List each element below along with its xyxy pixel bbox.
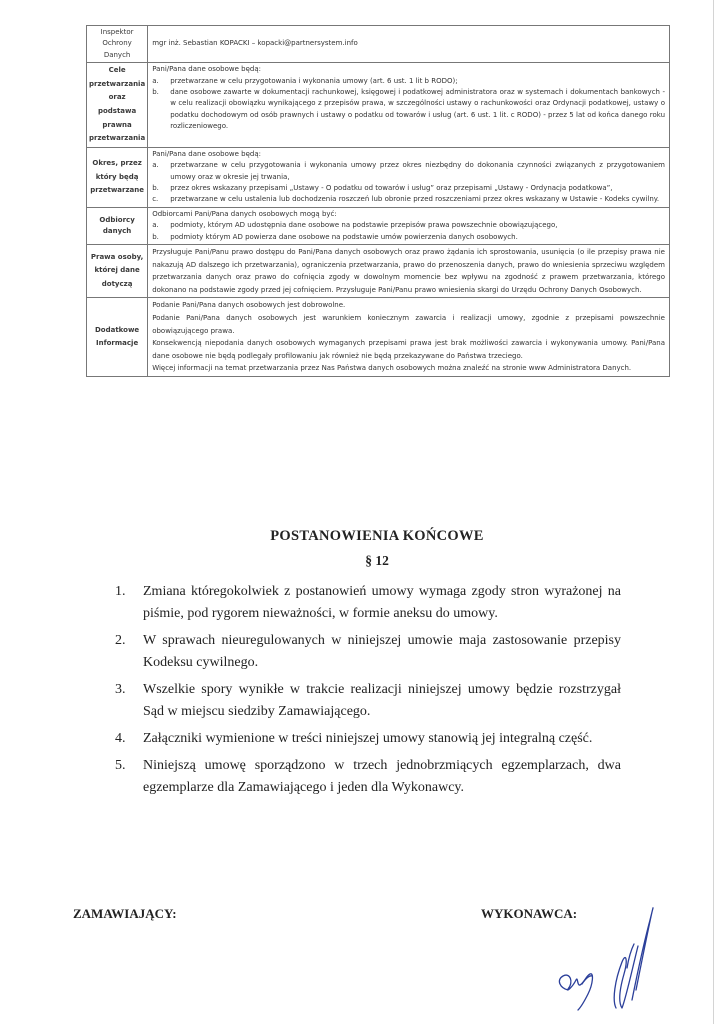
list-item: [115, 755, 621, 799]
row-content: mgr inż. Sebastian KOPACKI – kopacki@partnersystem.info: [148, 26, 670, 63]
rodo-information-table: [86, 25, 670, 377]
list-text: przez okres wskazany przepisami „Ustawy - O podatku od towarów i usług” oraz przepisami „Ustawy - Ordynacja podatkowa”,: [170, 184, 613, 192]
item-text: Niniejszą umowę sporządzono w trzech jednobrzmiących egzemplarzach, dwa egzemplarze dla Zamawiającego i jeden dla Wykonawcy.: [143, 758, 621, 795]
item-number: 5.: [115, 758, 126, 773]
info-paragraph: Więcej informacji na temat przetwarzania przez Nas Państwa danych osobowych można znaleźć na stronie www Administratora Danych.: [152, 364, 632, 373]
scan-edge-line: [713, 0, 714, 1024]
row-content: Przysługuje Pani/Panu prawo dostępu do Pani/Pana danych osobowych oraz prawo żądania ich sprostowania, usunięcia (o ile przepisy prawa nie nakazują AD dalszego ich przetwarzania), ograniczenia przetwarzania, prawo do przenoszenia danych, prawo do wniesienia sprzeciwu względem przetwarzania danych oraz prawo do cofnięcia zgody w dowolnym momencie bez wpływu na zgodność z prawem przetwarzania, którego dokonano na podstawie zgody przed jej cofnięciem. Przysługuje Pani/Panu prawo wniesienia skargi do Urzędu Ochrony Danych Osobowych.: [148, 245, 670, 298]
ordering-party-label: ZAMAWIAJĄCY:: [73, 906, 177, 921]
list-item: [152, 87, 665, 133]
row-label: Dodatkowe Informacje: [87, 298, 148, 377]
list-item: [152, 183, 665, 194]
table-row-data-protection-officer: [87, 26, 670, 63]
paragraph-number: § 12: [365, 553, 389, 568]
list-item: [115, 581, 621, 625]
list-text: przetwarzane w celu przygotowania i wykonania umowy (art. 6 ust. 1 lit b RODO);: [170, 76, 458, 85]
list-item: [152, 220, 665, 231]
row-content: [148, 147, 670, 207]
row-label: Cele przetwarzania oraz podstawa prawna przetwarzania: [87, 63, 148, 148]
list-marker: b.: [152, 184, 159, 192]
list-marker: c.: [152, 195, 159, 204]
provisions-list: [0, 581, 724, 799]
list-marker: a.: [152, 76, 159, 85]
info-paragraph: Konsekwencją niepodania danych osobowych wymaganych przepisami prawa jest brak możliwości zawarcia i wykonywania umowy. Pani/Pana dane osobowe nie będą podlegały profilowaniu jak również nie będą przekazywane do Państwa trzeciego.: [152, 339, 665, 360]
item-number: 4.: [115, 731, 126, 746]
table-row-data-recipients: [87, 207, 670, 244]
list-text: podmioty którym AD powierza dane osobowe na podstawie umów powierzenia danych osobowych.: [170, 232, 518, 241]
table-row-data-subject-rights: [87, 245, 670, 298]
list-item: [115, 728, 621, 750]
list-item: [115, 630, 621, 674]
list-text: przetwarzane w celu przygotowania i wykonania umowy przez okres niezbędny do dokonania czynności związanych z przygotowaniem umowy oraz w okresie jej trwania,: [170, 161, 665, 181]
row-content: [148, 63, 670, 148]
info-paragraph: Podanie Pani/Pana danych osobowych jest warunkiem koniecznym zawarcia i realizacji umowy, zgodnie z przepisami powszechnie obowiązującego prawa.: [152, 314, 665, 335]
item-number: 3.: [115, 682, 126, 697]
final-provisions-section: [0, 528, 724, 804]
list-marker: b.: [152, 88, 159, 97]
contractor-label: WYKONAWCA:: [481, 906, 578, 921]
table-row-processing-period: [87, 147, 670, 207]
row-label: Odbiorcy danych: [87, 207, 148, 244]
section-heading: POSTANOWIENIA KOŃCOWE: [270, 528, 484, 544]
list-marker: a.: [152, 221, 159, 230]
list-item: [152, 194, 665, 205]
row-content: [148, 298, 670, 377]
table-row-additional-info: [87, 298, 670, 377]
list-text: podmioty, którym AD udostępnia dane osobowe na podstawie przepisów prawa powszechnie obowiązującego,: [170, 221, 558, 230]
item-text: Zmiana któregokolwiek z postanowień umowy wymaga zgody stron wyrażonej na piśmie, pod rygorem nieważności, w formie aneksu do umowy.: [143, 584, 621, 621]
item-number: 1.: [115, 584, 126, 599]
list-item: [115, 679, 621, 723]
list-text: dane osobowe zawarte w dokumentacji rachunkowej, księgowej i podatkowej administratora oraz w systemach i dokumentach bankowych - w celu realizacji obowiązku wynikającego z przepisów prawa, w szczególności ustawy o rachunkowości oraz Ordynacji podatkowej, ustawy o podatku dochodowym od osób prawnych i ustawy o podatku od towarów i usług (art. 6 ust. 1 lit. c RODO) - przez 5 lat od końca danego roku rozliczeniowego.: [170, 88, 665, 131]
list-marker: a.: [152, 161, 159, 170]
row-label: Inspektor Ochrony Danych: [87, 26, 148, 63]
item-text: W sprawach nieuregulowanych w niniejszej umowie maja zastosowanie przepisy Kodeksu cywilnego.: [143, 633, 621, 670]
item-number: 2.: [115, 633, 126, 648]
row-content: [148, 207, 670, 244]
info-paragraph: Podanie Pani/Pana danych osobowych jest dobrowolne.: [152, 301, 346, 310]
row-label: Okres, przez który będą przetwarzane: [87, 147, 148, 207]
list-item: [152, 232, 665, 243]
list-marker: b.: [152, 232, 159, 241]
row-label: Prawa osoby, której dane dotyczą: [87, 245, 148, 298]
handwritten-signature-icon: [530, 890, 670, 1024]
row-intro: Odbiorcami Pani/Pana danych osobowych mogą być:: [152, 209, 337, 218]
list-item: [152, 76, 665, 87]
row-intro: Pani/Pana dane osobowe będą:: [152, 65, 262, 74]
item-text: Wszelkie spory wynikłe w trakcie realizacji niniejszej umowy będzie rozstrzygał Sąd w miejscu siedziby Zamawiającego.: [143, 682, 621, 719]
table-row-processing-purposes: [87, 63, 670, 148]
row-intro: Pani/Pana dane osobowe będą:: [152, 149, 262, 158]
item-text: Załączniki wymienione w treści niniejszej umowy stanowią jej integralną część.: [143, 731, 593, 746]
list-item: [152, 160, 665, 183]
list-text: przetwarzane w celu ustalenia lub dochodzenia roszczeń lub obronie przed roszczeniami przez okres wskazany w Ustawie - Kodeks cywilny.: [170, 195, 660, 204]
